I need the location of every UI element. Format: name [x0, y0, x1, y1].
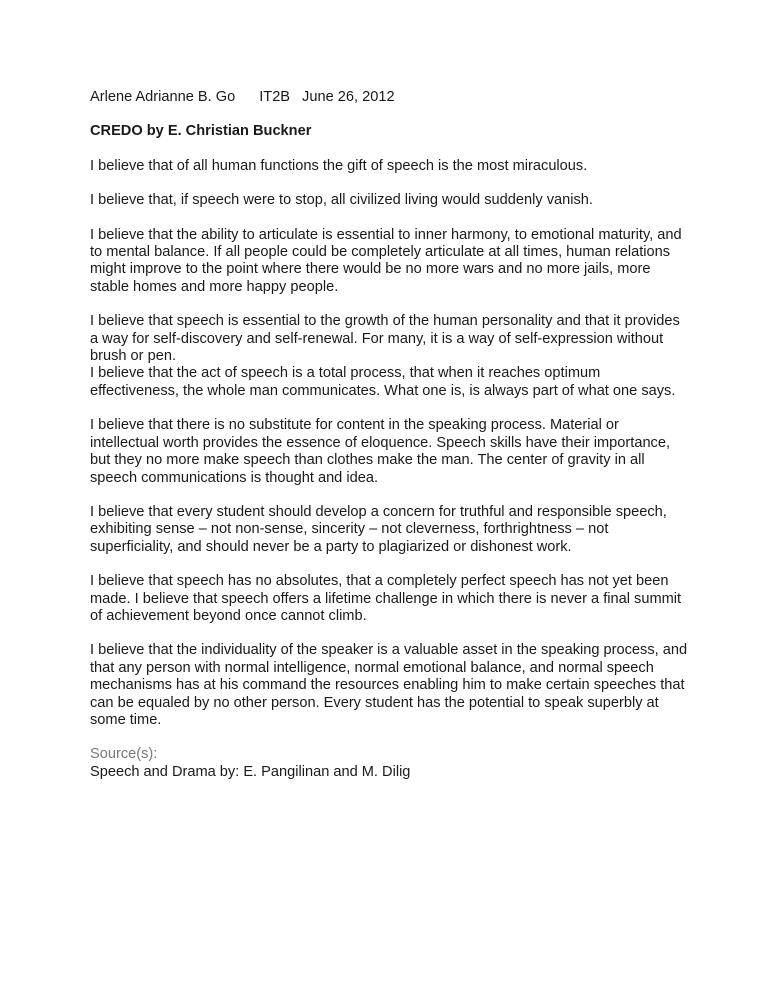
- paragraph: I believe that the ability to articulate is essential to inner harmony, to emotional maturity, and to mental balance. If all people could be completely articulate at all times, human relations might improve to the point where there would be no more wars and no more jails, more stable homes and more happy people.: [90, 226, 682, 295]
- paragraph: I believe that the act of speech is a total process, that when it reaches optimum effectiveness, the whole man communicates. What one is, is always part of what one says.: [90, 365, 676, 399]
- document-page: [90, 89, 690, 781]
- source-label: Source(s):: [90, 746, 158, 763]
- header-line: [90, 89, 690, 106]
- document-date: June 26, 2012: [302, 89, 395, 105]
- paragraph: I believe that there is no substitute for content in the speaking process. Material or intellectual worth provides the essence of eloquence. Speech skills have their importance, but they no more make speech than clothes make the man. The center of gravity in all speech communications is thought and idea.: [90, 417, 671, 486]
- paragraph: I believe that of all human functions the gift of speech is the most miraculous.: [90, 157, 588, 174]
- paragraph: I believe that speech has no absolutes, that a completely perfect speech has not yet been made. I believe that speech offers a lifetime challenge in which there is never a final summit of achievement beyond once cannot climb.: [90, 573, 682, 624]
- source-text: Speech and Drama by: E. Pangilinan and M. Dilig: [90, 763, 411, 780]
- document-title: CREDO by E. Christian Buckner: [90, 123, 312, 140]
- paragraph: I believe that every student should develop a concern for truthful and responsible speech, exhibiting sense – not non-sense, sincerity – not cleverness, forthrightness – not superficiality, and should never be a party to plagiarized or dishonest work.: [90, 503, 667, 555]
- class-section: IT2B: [259, 89, 291, 105]
- paragraph: I believe that, if speech were to stop, all civilized living would suddenly vanish.: [90, 192, 593, 209]
- author-name: Arlene Adrianne B. Go: [90, 89, 236, 105]
- paragraph: I believe that speech is essential to the growth of the human personality and that it provides a way for self-discovery and self-renewal. For many, it is a way of self-expression without brush or pen.: [90, 313, 680, 365]
- paragraph: I believe that the individuality of the speaker is a valuable asset in the speaking process, and that any person with normal intelligence, normal emotional balance, and normal speech mechanisms has at his command the resources enabling him to make certain speeches that can be equaled by no other person. Every student has the potential to speak superbly at some time.: [90, 642, 688, 728]
